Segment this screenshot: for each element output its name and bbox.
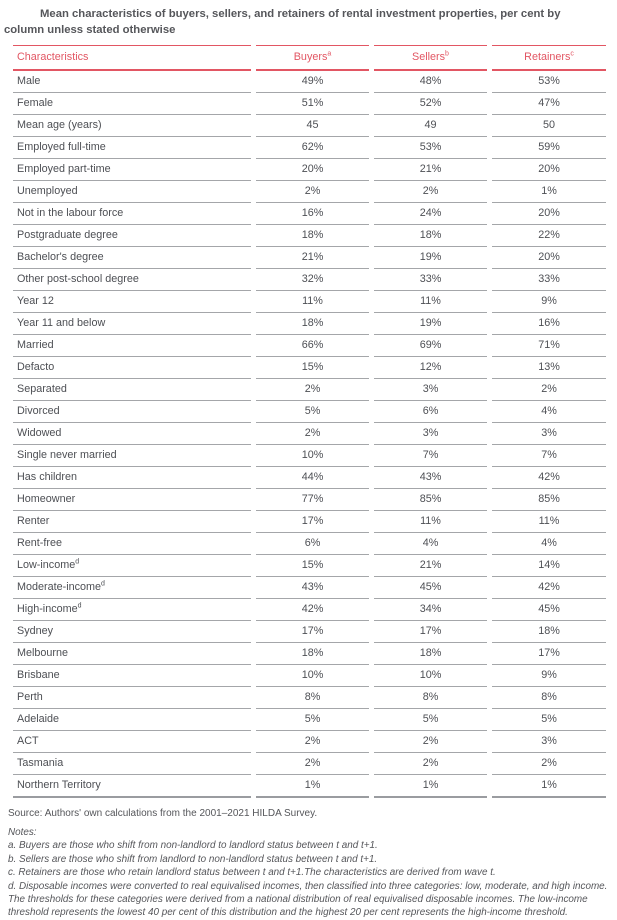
cell-value: 3% [492,423,606,445]
row-label: Rent-free [13,533,251,555]
cell-value: 17% [256,621,369,643]
table-title-line2: column unless stated otherwise [4,24,176,36]
row-label: Married [13,335,251,357]
cell-value: 12% [374,357,487,379]
cell-value: 2% [256,423,369,445]
row-label: Northern Territory [13,775,251,798]
cell-value: 17% [256,511,369,533]
cell-value: 18% [256,225,369,247]
table-row [13,489,606,511]
table-row [13,313,606,335]
cell-value: 10% [374,665,487,687]
cell-value: 2% [374,753,487,775]
cell-value: 49% [256,71,369,93]
row-label: Brisbane [13,665,251,687]
table-row [13,621,606,643]
row-label: Adelaide [13,709,251,731]
cell-value: 15% [256,555,369,577]
table-row [13,533,606,555]
row-label: Employed part-time [13,159,251,181]
cell-value: 47% [492,93,606,115]
cell-value: 3% [374,379,487,401]
cell-value: 59% [492,137,606,159]
table-row [13,71,606,93]
cell-value: 42% [492,577,606,599]
cell-value: 9% [492,291,606,313]
note-line: d. Disposable incomes were converted to real equivalised incomes, then classified into three categories: low, moderate, and high income. The thresholds for these categories were derived from a national distribution of real equivalised disposable incomes. The low-income threshold represents the lowest 40 per cent of this distribution and the highest 20 per cent represents the high-income threshold. [8,880,608,919]
note-line: b. Sellers are those who shift from landlord to non-landlord status between t and t+1. [8,853,378,865]
table-title-line1: Mean characteristics of buyers, sellers, and retainers of rental investment properties, per cent by [40,8,561,20]
notes-block [8,826,608,920]
cell-value: 4% [492,401,606,423]
cell-value: 21% [374,555,487,577]
table-row [13,445,606,467]
characteristics-table [8,45,611,798]
cell-value: 21% [374,159,487,181]
cell-value: 45 [256,115,369,137]
table-row [13,137,606,159]
col-header-buyers: Buyers$^a$ [256,45,369,71]
row-label: Male [13,71,251,93]
cell-value: 18% [256,643,369,665]
table-row [13,775,606,798]
cell-value: 1% [492,775,606,798]
cell-value: 43% [256,577,369,599]
row-label: Single never married [13,445,251,467]
row-label: Tasmania [13,753,251,775]
cell-value: 62% [256,137,369,159]
cell-value: 15% [256,357,369,379]
cell-value: 2% [256,181,369,203]
row-label: Melbourne [13,643,251,665]
cell-value: 11% [374,511,487,533]
table-row [13,357,606,379]
row-label: Postgraduate degree [13,225,251,247]
row-label: Year 12 [13,291,251,313]
cell-value: 2% [492,753,606,775]
cell-value: 53% [492,71,606,93]
row-label: Unemployed [13,181,251,203]
note-line: a. Buyers are those who shift from non-landlord to landlord status between t and t+1. [8,840,378,852]
cell-value: 8% [492,687,606,709]
cell-value: 2% [374,731,487,753]
table-header-row [13,45,606,71]
cell-value: 18% [256,313,369,335]
cell-value: 2% [256,731,369,753]
cell-value: 20% [256,159,369,181]
table-row [13,643,606,665]
row-label: Sydney [13,621,251,643]
col-header-sellers: Sellers$^b$ [374,45,487,71]
row-label: Employed full-time [13,137,251,159]
table-row [13,511,606,533]
cell-value: 14% [492,555,606,577]
row-label: Low-income$^d$ [13,555,251,577]
table-row [13,291,606,313]
cell-value: 3% [374,423,487,445]
cell-value: 10% [256,445,369,467]
table-row [13,731,606,753]
cell-value: 16% [492,313,606,335]
table-row [13,247,606,269]
cell-value: 4% [374,533,487,555]
row-label: Perth [13,687,251,709]
cell-value: 34% [374,599,487,621]
note-line: c. Retainers are those who retain landlord status between t and t+1.The characteristics are derived from wave t. [8,867,496,879]
cell-value: 43% [374,467,487,489]
cell-value: 6% [256,533,369,555]
row-label: Widowed [13,423,251,445]
table-row [13,269,606,291]
notes-label: Notes: [8,827,37,838]
table-row [13,555,606,577]
row-label: Year 11 and below [13,313,251,335]
cell-value: 49 [374,115,487,137]
cell-value: 2% [374,181,487,203]
cell-value: 69% [374,335,487,357]
cell-value: 18% [374,643,487,665]
cell-value: 11% [256,291,369,313]
cell-value: 33% [374,269,487,291]
cell-value: 18% [374,225,487,247]
cell-value: 10% [256,665,369,687]
cell-value: 4% [492,533,606,555]
cell-value: 19% [374,313,487,335]
table-row [13,709,606,731]
cell-value: 71% [492,335,606,357]
cell-value: 8% [256,687,369,709]
cell-value: 5% [492,709,606,731]
cell-value: 24% [374,203,487,225]
table-row [13,577,606,599]
table-row [13,159,606,181]
cell-value: 11% [374,291,487,313]
table-row [13,335,606,357]
table-title [4,6,612,38]
table-row [13,599,606,621]
cell-value: 6% [374,401,487,423]
cell-value: 20% [492,247,606,269]
row-label: Renter [13,511,251,533]
cell-value: 20% [492,203,606,225]
cell-value: 17% [374,621,487,643]
table-row [13,401,606,423]
row-label: Mean age (years) [13,115,251,137]
cell-value: 7% [374,445,487,467]
cell-value: 45% [492,599,606,621]
row-label: Separated [13,379,251,401]
row-label: Homeowner [13,489,251,511]
cell-value: 5% [256,401,369,423]
cell-value: 42% [492,467,606,489]
row-label: Moderate-income$^d$ [13,577,251,599]
cell-value: 9% [492,665,606,687]
cell-value: 2% [492,379,606,401]
cell-value: 2% [256,753,369,775]
row-label: Defacto [13,357,251,379]
cell-value: 53% [374,137,487,159]
cell-value: 85% [374,489,487,511]
cell-value: 21% [256,247,369,269]
cell-value: 3% [492,731,606,753]
cell-value: 5% [374,709,487,731]
table-row [13,93,606,115]
row-label: Female [13,93,251,115]
row-label: Bachelor's degree [13,247,251,269]
cell-value: 1% [256,775,369,798]
table-row [13,115,606,137]
cell-value: 19% [374,247,487,269]
source-line: Source: Authors' own calculations from the 2001–2021 HILDA Survey. [8,808,318,819]
row-label: Has children [13,467,251,489]
cell-value: 8% [374,687,487,709]
col-header-characteristics: Characteristics [13,45,251,71]
notes-lines [8,839,608,919]
cell-value: 2% [256,379,369,401]
cell-value: 1% [374,775,487,798]
cell-value: 22% [492,225,606,247]
cell-value: 18% [492,621,606,643]
cell-value: 32% [256,269,369,291]
table-row [13,379,606,401]
cell-value: 44% [256,467,369,489]
cell-value: 5% [256,709,369,731]
cell-value: 33% [492,269,606,291]
table-row [13,225,606,247]
cell-value: 13% [492,357,606,379]
cell-value: 20% [492,159,606,181]
row-label: Not in the labour force [13,203,251,225]
table-row [13,423,606,445]
cell-value: 16% [256,203,369,225]
table-row [13,181,606,203]
cell-value: 50 [492,115,606,137]
row-label: Other post-school degree [13,269,251,291]
row-label: Divorced [13,401,251,423]
cell-value: 85% [492,489,606,511]
row-label: ACT [13,731,251,753]
cell-value: 45% [374,577,487,599]
table-row [13,687,606,709]
cell-value: 42% [256,599,369,621]
cell-value: 48% [374,71,487,93]
cell-value: 1% [492,181,606,203]
cell-value: 52% [374,93,487,115]
cell-value: 11% [492,511,606,533]
table-row [13,665,606,687]
cell-value: 51% [256,93,369,115]
table-row [13,203,606,225]
cell-value: 17% [492,643,606,665]
col-header-retainers: Retainers$^c$ [492,45,606,71]
table-row [13,467,606,489]
cell-value: 77% [256,489,369,511]
cell-value: 7% [492,445,606,467]
cell-value: 66% [256,335,369,357]
row-label: High-income$^d$ [13,599,251,621]
table-row [13,753,606,775]
